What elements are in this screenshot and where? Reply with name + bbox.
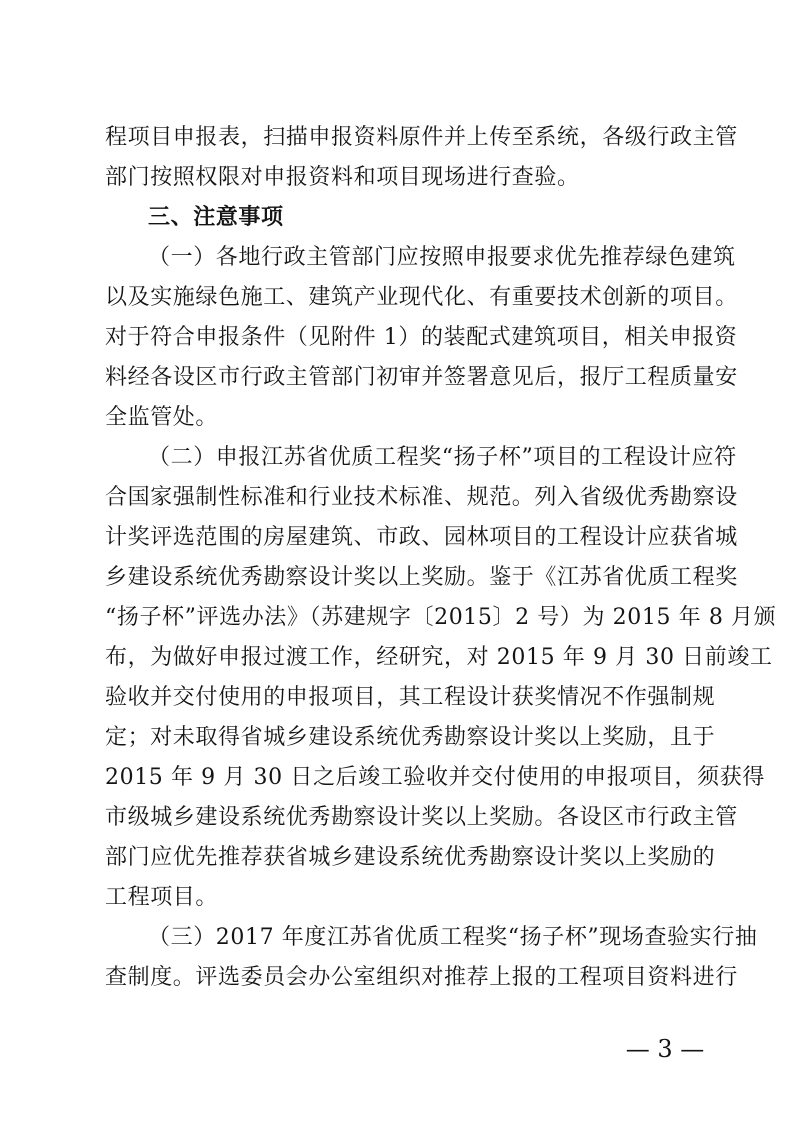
body-text-line: 乡建设系统优秀勘察设计奖以上奖励。鉴于《江苏省优质工程奖: [105, 565, 738, 590]
body-text-line: 定；对未取得省城乡建设系统优秀勘察设计奖以上奖励，且于: [105, 725, 716, 750]
body-text-line: “扬子杯”评选办法》（苏建规字〔2015〕2 号）为 2015 年 8 月颁: [105, 605, 777, 630]
body-text-line: 合国家强制性标准和行业技术标准、规范。列入省级优秀勘察设: [105, 485, 738, 510]
body-text-line: 市级城乡建设系统优秀勘察设计奖以上奖励。各设区市行政主管: [105, 805, 738, 830]
body-text-line: 工程项目。: [105, 885, 219, 910]
body-text-line: 2015 年 9 月 30 日之后竣工验收并交付使用的申报项目，须获得: [105, 765, 765, 790]
body-text-line: 全监管处。: [105, 405, 219, 430]
paragraph-start-line: （一）各地行政主管部门应按照申报要求优先推荐绿色建筑: [148, 245, 736, 270]
body-text-line: 部门应优先推荐获省城乡建设系统优秀勘察设计奖以上奖励的: [105, 845, 716, 870]
body-text-line: 对于符合申报条件（见附件 1）的装配式建筑项目，相关申报资: [105, 325, 738, 350]
paragraph-start-line: （二）申报江苏省优质工程奖“扬子杯”项目的工程设计应符: [148, 445, 737, 470]
body-text-line: 布，为做好申报过渡工作，经研究，对 2015 年 9 月 30 日前竣工: [105, 645, 773, 670]
body-text-line: 料经各设区市行政主管部门初审并签署意见后，报厅工程质量安: [105, 365, 738, 390]
paragraph-start-line: （三）2017 年度江苏省优质工程奖“扬子杯”现场查验实行抽: [148, 925, 758, 950]
body-text-line: 部门按照权限对申报资料和项目现场进行查验。: [105, 165, 580, 190]
body-text-line: 以及实施绿色施工、建筑产业现代化、有重要技术创新的项目。: [105, 285, 738, 310]
body-text-line: 计奖评选范围的房屋建筑、市政、园林项目的工程设计应获省城: [105, 525, 738, 550]
body-text-line: 程项目申报表，扫描申报资料原件并上传至系统，各级行政主管: [105, 125, 738, 150]
page-number: — 3 —: [625, 1035, 705, 1063]
body-text-line: 查制度。评选委员会办公室组织对推荐上报的工程项目资料进行: [105, 965, 738, 990]
section-heading: 三、注意事项: [148, 205, 284, 230]
body-text-line: 验收并交付使用的申报项目，其工程设计获奖情况不作强制规: [105, 685, 716, 710]
